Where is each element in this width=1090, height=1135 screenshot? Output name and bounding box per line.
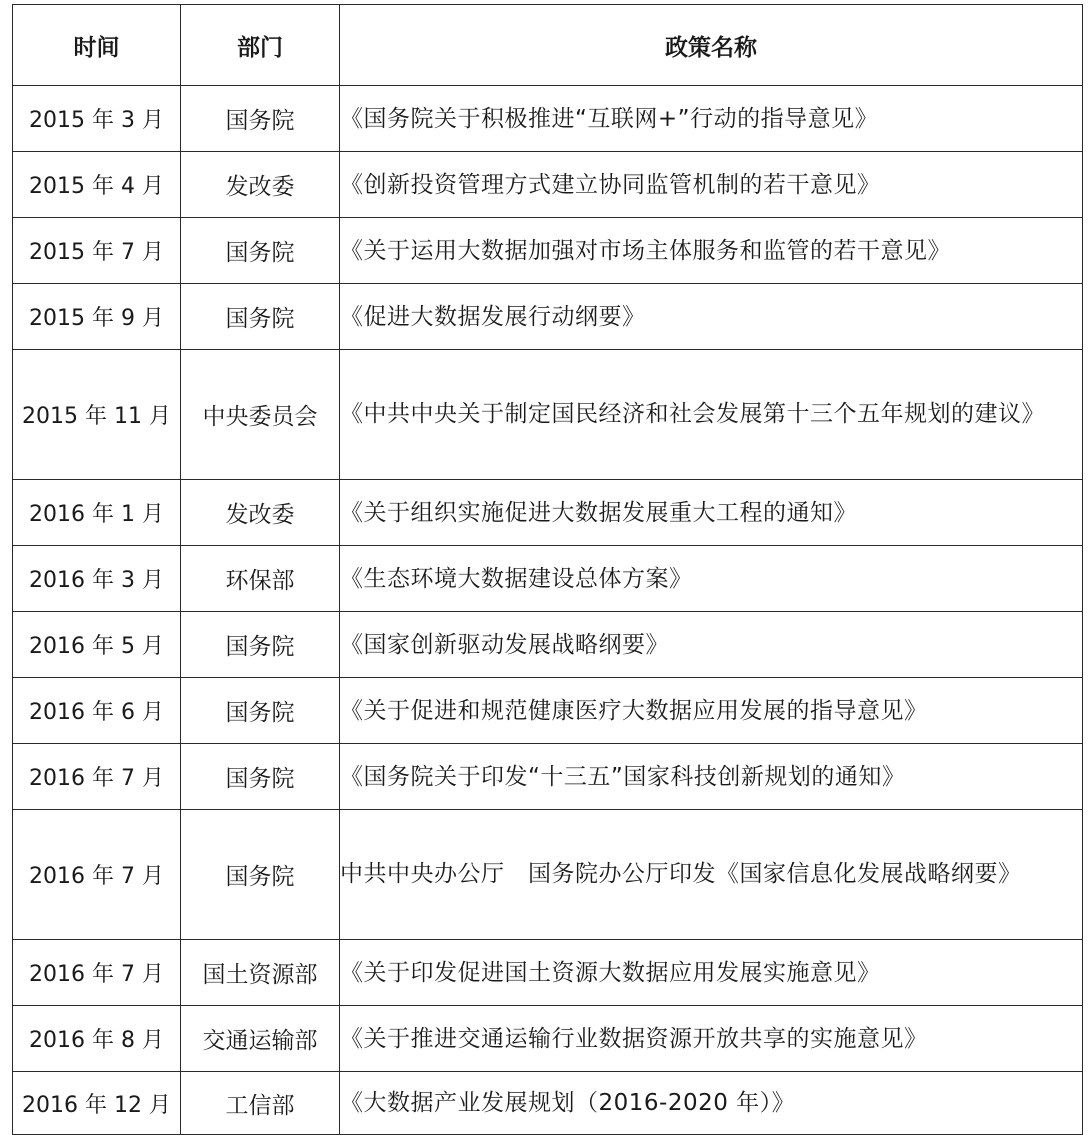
time-cell: 2016 年 7 月 bbox=[13, 810, 181, 940]
time-cell: 2016 年 12 月 bbox=[13, 1072, 181, 1135]
time-cell: 2015 年 4 月 bbox=[13, 152, 181, 218]
department-cell: 发改委 bbox=[181, 480, 340, 546]
policy-name-cell: 中共中央办公厅 国务院办公厅印发《国家信息化发展战略纲要》 bbox=[340, 810, 1083, 940]
policy-name-cell: 《中共中央关于制定国民经济和社会发展第十三个五年规划的建议》 bbox=[340, 350, 1083, 480]
department-cell: 国务院 bbox=[181, 612, 340, 678]
department-cell: 国务院 bbox=[181, 678, 340, 744]
table-row bbox=[13, 940, 1083, 1006]
table-row bbox=[13, 1072, 1083, 1135]
header-policy-name: 政策名称 bbox=[340, 5, 1083, 86]
policy-name-cell: 《生态环境大数据建设总体方案》 bbox=[340, 546, 1083, 612]
table-row bbox=[13, 86, 1083, 152]
table-row bbox=[13, 218, 1083, 284]
time-cell: 2016 年 3 月 bbox=[13, 546, 181, 612]
time-cell: 2016 年 7 月 bbox=[13, 940, 181, 1006]
header-department: 部门 bbox=[181, 5, 340, 86]
department-cell: 国土资源部 bbox=[181, 940, 340, 1006]
header-row bbox=[13, 5, 1083, 86]
policy-name-cell: 《关于运用大数据加强对市场主体服务和监管的若干意见》 bbox=[340, 218, 1083, 284]
time-cell: 2015 年 3 月 bbox=[13, 86, 181, 152]
policy-name-cell: 《国务院关于印发“十三五”国家科技创新规划的通知》 bbox=[340, 744, 1083, 810]
header-time: 时间 bbox=[13, 5, 181, 86]
department-cell: 工信部 bbox=[181, 1072, 340, 1135]
department-cell: 环保部 bbox=[181, 546, 340, 612]
department-cell: 国务院 bbox=[181, 744, 340, 810]
policy-name-cell: 《关于推进交通运输行业数据资源开放共享的实施意见》 bbox=[340, 1006, 1083, 1072]
table-row bbox=[13, 612, 1083, 678]
table-row bbox=[13, 810, 1083, 940]
time-cell: 2016 年 1 月 bbox=[13, 480, 181, 546]
department-cell: 中央委员会 bbox=[181, 350, 340, 480]
table-row bbox=[13, 350, 1083, 480]
time-cell: 2016 年 8 月 bbox=[13, 1006, 181, 1072]
department-cell: 国务院 bbox=[181, 86, 340, 152]
department-cell: 国务院 bbox=[181, 218, 340, 284]
time-cell: 2015 年 11 月 bbox=[13, 350, 181, 480]
policy-name-cell: 《关于组织实施促进大数据发展重大工程的通知》 bbox=[340, 480, 1083, 546]
table-body bbox=[13, 86, 1083, 1135]
table-row bbox=[13, 284, 1083, 350]
policy-name-cell: 《创新投资管理方式建立协同监管机制的若干意见》 bbox=[340, 152, 1083, 218]
policy-name-cell: 《促进大数据发展行动纲要》 bbox=[340, 284, 1083, 350]
time-cell: 2016 年 6 月 bbox=[13, 678, 181, 744]
department-cell: 国务院 bbox=[181, 810, 340, 940]
table-row bbox=[13, 678, 1083, 744]
table-row bbox=[13, 744, 1083, 810]
time-cell: 2015 年 7 月 bbox=[13, 218, 181, 284]
time-cell: 2016 年 5 月 bbox=[13, 612, 181, 678]
time-cell: 2015 年 9 月 bbox=[13, 284, 181, 350]
policy-name-cell: 《关于印发促进国土资源大数据应用发展实施意见》 bbox=[340, 940, 1083, 1006]
department-cell: 国务院 bbox=[181, 284, 340, 350]
table-row bbox=[13, 1006, 1083, 1072]
policy-name-cell: 《大数据产业发展规划（2016-2020 年）》 bbox=[340, 1072, 1083, 1135]
table-row bbox=[13, 480, 1083, 546]
policy-name-cell: 《关于促进和规范健康医疗大数据应用发展的指导意见》 bbox=[340, 678, 1083, 744]
policy-name-cell: 《国务院关于积极推进“互联网+”行动的指导意见》 bbox=[340, 86, 1083, 152]
department-cell: 发改委 bbox=[181, 152, 340, 218]
department-cell: 交通运输部 bbox=[181, 1006, 340, 1072]
table-header bbox=[13, 5, 1083, 86]
time-cell: 2016 年 7 月 bbox=[13, 744, 181, 810]
policy-table bbox=[12, 4, 1083, 1135]
policy-name-cell: 《国家创新驱动发展战略纲要》 bbox=[340, 612, 1083, 678]
table-row bbox=[13, 152, 1083, 218]
table-row bbox=[13, 546, 1083, 612]
